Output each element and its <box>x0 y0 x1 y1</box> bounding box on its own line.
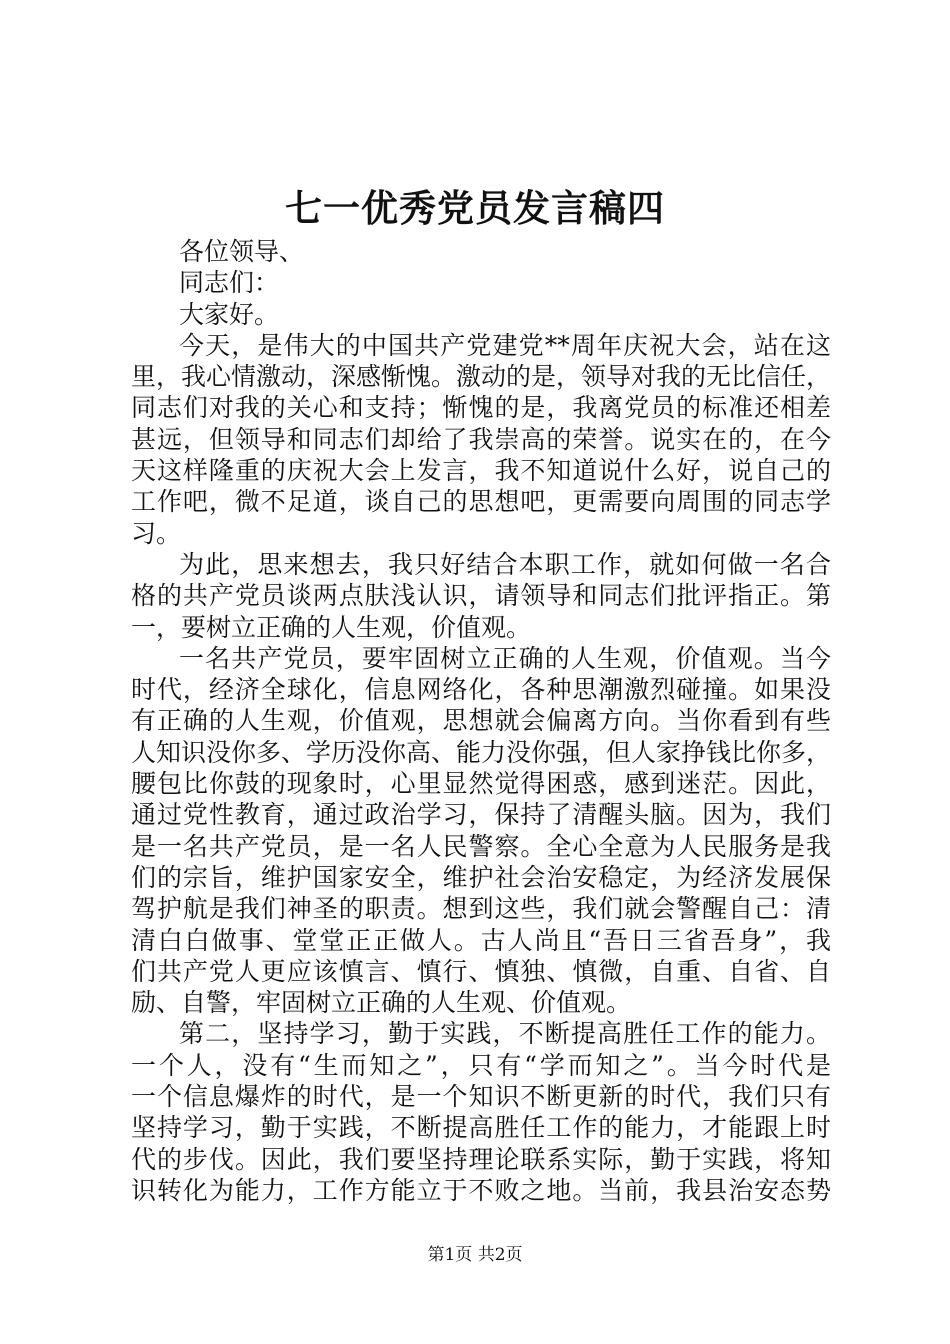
text-line: 一个信息爆炸的时代，是一个知识不断更新的时代，我们只有 <box>131 1082 831 1112</box>
text-line: 时代，经济全球化，信息网络化，各种思潮激烈碰撞。如果没 <box>131 675 831 705</box>
text-line: 坚持学习，勤于实践，不断提高胜任工作的能力，才能跟上时 <box>131 1113 831 1143</box>
text-line: 天这样隆重的庆祝大会上发言，我不知道说什么好，说自己的 <box>131 456 831 486</box>
text-line: 大家好。 <box>179 299 280 329</box>
text-line: 通过党性教育，通过政治学习，保持了清醒头脑。因为，我们 <box>131 800 831 830</box>
text-line: 甚远，但领导和同志们却给了我崇高的荣誉。说实在的，在今 <box>131 424 831 454</box>
text-line: 第二，坚持学习，勤于实践，不断提高胜任工作的能力。 <box>179 1019 831 1049</box>
text-line: 代的步伐。因此，我们要坚持理论联系实际，勤于实践，将知 <box>131 1144 831 1174</box>
text-line: 人知识没你多、学历没你高、能力没你强，但人家挣钱比你多， <box>131 737 832 767</box>
text-line: 里，我心情激动，深感惭愧。激动的是，领导对我的无比信任， <box>131 362 832 392</box>
text-line: 腰包比你鼓的现象时，心里显然觉得困惑，感到迷茫。因此， <box>131 769 831 799</box>
text-line: 格的共产党员谈两点肤浅认识，请领导和同志们批评指正。第 <box>131 581 831 611</box>
page-footer: 第1页 共2页 <box>427 1245 523 1265</box>
text-line: 励、自警，牢固树立正确的人生观、价值观。 <box>131 988 632 1018</box>
document-title: 七一优秀党员发言稿四 <box>285 186 665 230</box>
text-line: 习。 <box>131 518 182 548</box>
text-line: 们共产党人更应该慎言、慎行、慎独、慎微，自重、自省、自 <box>131 956 831 986</box>
text-line: 是一名共产党员，是一名人民警察。全心全意为人民服务是我 <box>131 831 831 861</box>
text-line: 同志们对我的关心和支持；惭愧的是，我离党员的标准还相差 <box>131 393 831 423</box>
text-line: 一名共产党员，要牢固树立正确的人生观，价值观。当今 <box>179 643 831 673</box>
text-line: 们的宗旨，维护国家安全，维护社会治安稳定，为经济发展保 <box>131 862 831 892</box>
document-body <box>131 236 831 1206</box>
text-line: 一，要树立正确的人生观，价值观。 <box>131 612 532 642</box>
text-line: 识转化为能力，工作方能立于不败之地。当前，我县治安态势 <box>131 1175 831 1205</box>
text-line: 今天，是伟大的中国共产党建党**周年庆祝大会，站在这 <box>179 330 831 360</box>
text-line: 一个人，没有“生而知之”，只有“学而知之”。当今时代是 <box>131 1050 831 1080</box>
text-line: 清白白做事、堂堂正正做人。古人尚且“吾日三省吾身”，我 <box>131 925 831 955</box>
text-line: 工作吧，微不足道，谈自己的思想吧，更需要向周围的同志学 <box>131 487 831 517</box>
text-line: 同志们： <box>179 268 280 298</box>
text-line: 为此，思来想去，我只好结合本职工作，就如何做一名合 <box>179 549 831 579</box>
text-line: 各位领导、 <box>179 237 305 266</box>
text-line: 驾护航是我们神圣的职责。想到这些，我们就会警醒自己：清 <box>131 894 831 924</box>
text-line: 有正确的人生观，价值观，思想就会偏离方向。当你看到有些 <box>131 706 831 736</box>
